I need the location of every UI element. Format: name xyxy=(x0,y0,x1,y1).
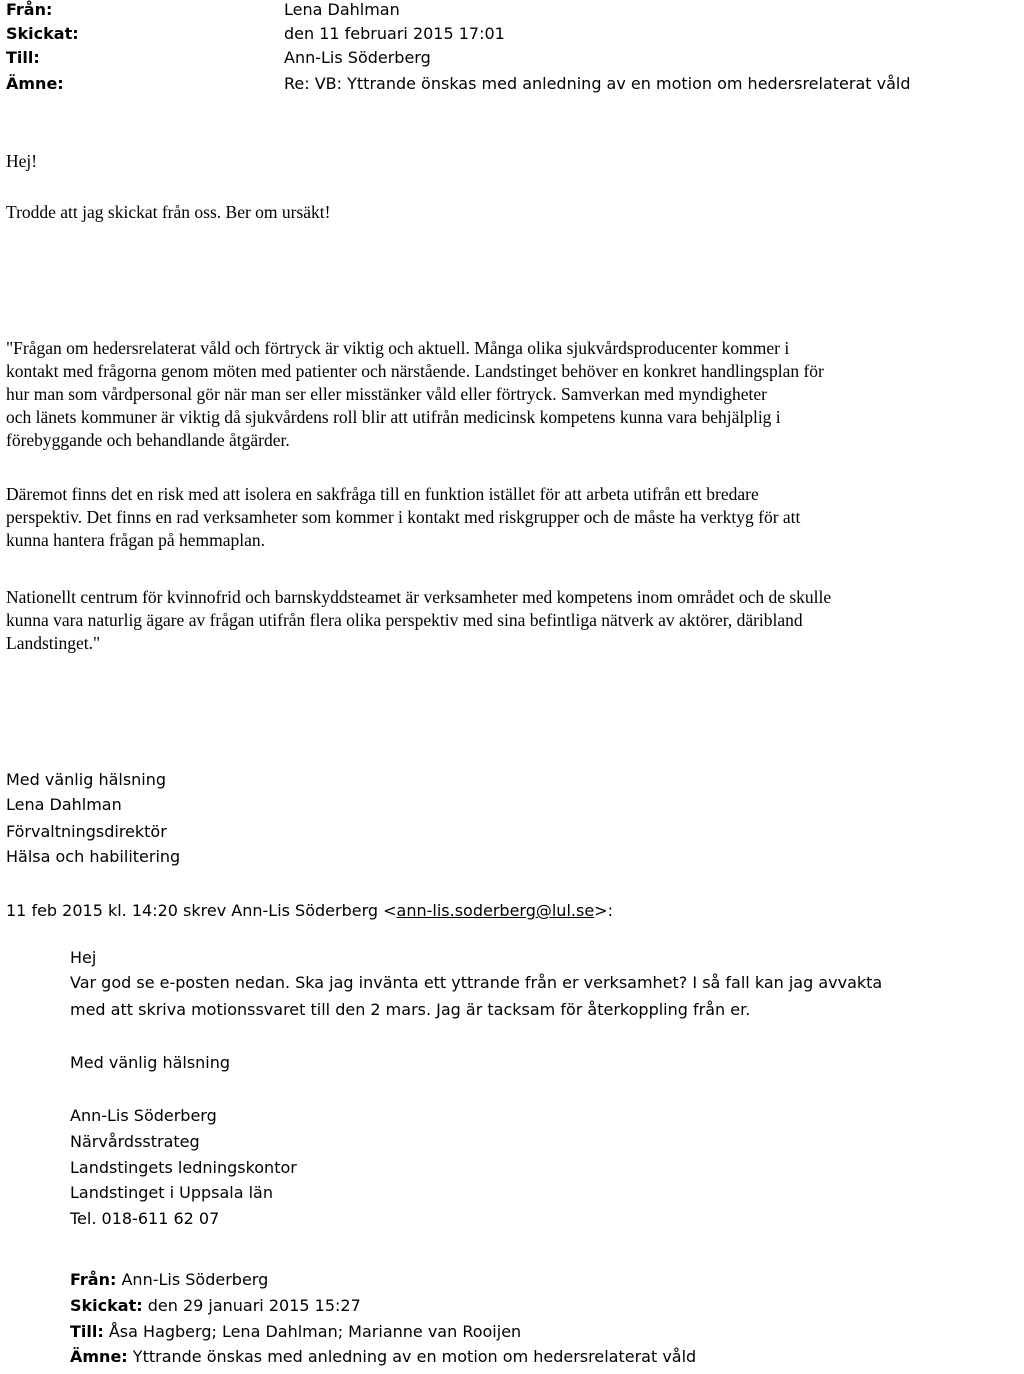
signature-line: Med vänlig hälsning xyxy=(6,770,167,789)
para1-line: och länets kommuner är viktig då sjukvårdens roll blir att utifrån medicinsk kompetens kunna vara behjälplig i xyxy=(6,407,781,427)
reply-email-link[interactable]: ann-lis.soderberg@lul.se xyxy=(396,901,595,920)
header-to-label: Till: xyxy=(6,48,40,67)
fwd-subject-value: Yttrande önskas med anledning av en motion om hedersrelaterat våld xyxy=(132,1347,697,1366)
fwd-to-label: Till: xyxy=(70,1322,104,1341)
header-subject-value: Re: VB: Yttrande önskas med anledning av en motion om hedersrelaterat våld xyxy=(284,74,911,93)
fwd-from-row xyxy=(70,1268,268,1292)
reply-attribution-suffix: >: xyxy=(594,901,613,920)
para1-line: kontakt med frågorna genom möten med patienter och närstående. Landstinget behöver en konkret handlingsplan för xyxy=(6,361,824,381)
signature-line: Förvaltningsdirektör xyxy=(6,822,167,841)
para2-line: Däremot finns det en risk med att isolera en sakfråga till en funktion istället för att arbeta utifrån ett bredare xyxy=(6,484,759,504)
header-sent-value: den 11 februari 2015 17:01 xyxy=(284,24,505,43)
quoted-signature-line: Landstinget i Uppsala län xyxy=(70,1183,273,1202)
para3-line: Nationellt centrum för kvinnofrid och barnskyddsteamet är verksamheter med kompetens inom området och de skulle xyxy=(6,587,832,607)
apology-line: Trodde att jag skickat från oss. Ber om ursäkt! xyxy=(6,202,331,222)
quoted-line: med att skriva motionssvaret till den 2 mars. Jag är tacksam för återkoppling från er. xyxy=(70,1000,751,1019)
fwd-subject-row xyxy=(70,1345,696,1369)
fwd-sent-row xyxy=(70,1294,361,1318)
reply-attribution-prefix: 11 feb 2015 kl. 14:20 skrev Ann-Lis Söderberg < xyxy=(6,901,397,920)
fwd-sent-value: den 29 januari 2015 15:27 xyxy=(147,1296,361,1315)
header-from-label: Från: xyxy=(6,0,53,19)
para3-line: kunna vara naturlig ägare av frågan utifrån flera olika perspektiv med sina befintliga nätverk av aktörer, däribland xyxy=(6,610,803,630)
quoted-signature-line: Landstingets ledningskontor xyxy=(70,1158,297,1177)
signature-line: Hälsa och habilitering xyxy=(6,847,181,866)
fwd-sent-label: Skickat: xyxy=(70,1296,143,1315)
para2-line: perspektiv. Det finns en rad verksamheter som kommer i kontakt med riskgrupper och de måste ha verktyg för att xyxy=(6,507,801,527)
header-to-value: Ann-Lis Söderberg xyxy=(284,48,431,67)
signature-line: Lena Dahlman xyxy=(6,795,122,814)
greeting: Hej! xyxy=(6,151,38,171)
fwd-to-row xyxy=(70,1320,521,1344)
header-from-value: Lena Dahlman xyxy=(284,0,400,19)
fwd-to-value: Åsa Hagberg; Lena Dahlman; Marianne van Rooijen xyxy=(108,1322,522,1341)
para1-line: förebyggande och behandlande åtgärder. xyxy=(6,430,290,450)
para3-line: Landstinget." xyxy=(6,633,101,653)
quoted-greeting: Hej xyxy=(70,948,97,967)
header-sent-label: Skickat: xyxy=(6,24,79,43)
quoted-line: Var god se e-posten nedan. Ska jag invänta ett yttrande från er verksamhet? I så fall kan jag avvakta xyxy=(70,973,883,992)
reply-attribution xyxy=(6,899,613,923)
quoted-signature-line: Ann-Lis Söderberg xyxy=(70,1106,217,1125)
fwd-subject-label: Ämne: xyxy=(70,1347,128,1366)
quoted-closing: Med vänlig hälsning xyxy=(70,1053,231,1072)
fwd-from-label: Från: xyxy=(70,1270,117,1289)
quoted-signature-line: Närvårdsstrateg xyxy=(70,1132,200,1151)
header-subject-label: Ämne: xyxy=(6,74,64,93)
quoted-signature-line: Tel. 018-611 62 07 xyxy=(70,1209,220,1228)
para1-line: hur man som vårdpersonal gör när man ser eller misstänker våld eller förtryck. Samverkan med myndigheter xyxy=(6,384,768,404)
fwd-from-value: Ann-Lis Söderberg xyxy=(121,1270,269,1289)
para1-line: "Frågan om hedersrelaterat våld och förtryck är viktig och aktuell. Många olika sjukvårdsproducenter kommer i xyxy=(6,338,790,358)
para2-line: kunna hantera frågan på hemmaplan. xyxy=(6,530,265,550)
